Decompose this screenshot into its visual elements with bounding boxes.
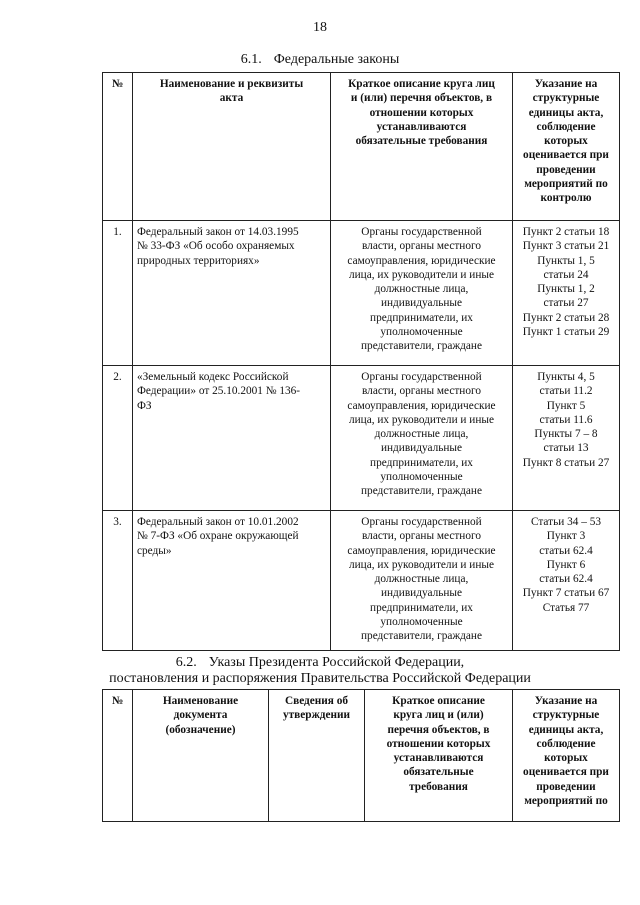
header-approval-info: Сведения об утверждении xyxy=(269,690,365,822)
section-title-line1: Указы Президента Российской Федерации, xyxy=(208,655,465,670)
structural-units: Пункт 2 статьи 18 Пункт 3 статьи 21 Пункты 1, 5 статьи 24 Пункты 1, 2 статьи 27 Пункт 2 статьи 28 Пункт 1 статьи 29 xyxy=(513,221,620,366)
row-number: 1. xyxy=(103,221,133,366)
government-acts-table xyxy=(102,689,620,822)
header-description: Краткое описание круга лиц и (или) перечня объектов, в отношении которых устанавливаются обязательные требования xyxy=(365,690,513,822)
header-description: Краткое описание круга лиц и (или) перечня объектов, в отношении которых устанавливаются обязательные требования xyxy=(331,73,513,221)
act-name: «Земельный кодекс Российской Федерации» от 25.10.2001 № 136- ФЗ xyxy=(133,366,331,511)
table-row xyxy=(103,366,620,511)
structural-units: Пункты 4, 5 статьи 11.2 Пункт 5 статьи 11.6 Пункты 7 – 8 статьи 13 Пункт 8 статьи 27 xyxy=(513,366,620,511)
header-structural-units: Указание на структурные единицы акта, соблюдение которых оценивается при проведении мероприятий по контролю xyxy=(513,73,620,221)
header-number: № xyxy=(103,690,133,822)
table-header-row xyxy=(103,690,620,822)
table-row xyxy=(103,511,620,651)
header-number: № xyxy=(103,73,133,221)
page-number: 18 xyxy=(313,20,327,35)
act-name: Федеральный закон от 14.03.1995 № 33-ФЗ «Об особо охраняемых природных территориях» xyxy=(133,221,331,366)
table-header-row xyxy=(103,73,620,221)
federal-laws-table xyxy=(102,72,620,651)
act-description: Органы государственной власти, органы местного самоуправления, юридические лица, их руководители и иные должностные лица, индивидуальные предприниматели, их уполномоченные представители, граждане xyxy=(331,221,513,366)
section-number: 6.1. xyxy=(240,52,262,67)
section-6-2-heading xyxy=(0,655,640,671)
section-6-2-heading-line2: постановления и распоряжения Правительства Российской Федерации xyxy=(109,671,531,686)
structural-units: Статьи 34 – 53 Пункт 3 статьи 62.4 Пункт 6 статьи 62.4 Пункт 7 статьи 67 Статья 77 xyxy=(513,511,620,651)
section-number: 6.2. xyxy=(175,655,197,670)
row-number: 2. xyxy=(103,366,133,511)
header-structural-units: Указание на структурные единицы акта, соблюдение которых оценивается при проведении мероприятий по xyxy=(513,690,620,822)
section-6-1-heading xyxy=(0,52,640,68)
table-row xyxy=(103,221,620,366)
header-document-name: Наименование документа (обозначение) xyxy=(133,690,269,822)
section-title: Федеральные законы xyxy=(273,52,400,67)
row-number: 3. xyxy=(103,511,133,651)
act-description: Органы государственной власти, органы местного самоуправления, юридические лица, их руководители и иные должностные лица, индивидуальные предприниматели, их уполномоченные представители, граждане xyxy=(331,511,513,651)
header-act-name: Наименование и реквизиты акта xyxy=(133,73,331,221)
act-name: Федеральный закон от 10.01.2002 № 7-ФЗ «Об охране окружающей среды» xyxy=(133,511,331,651)
act-description: Органы государственной власти, органы местного самоуправления, юридические лица, их руководители и иные должностные лица, индивидуальные предприниматели, их уполномоченные представители, граждане xyxy=(331,366,513,511)
